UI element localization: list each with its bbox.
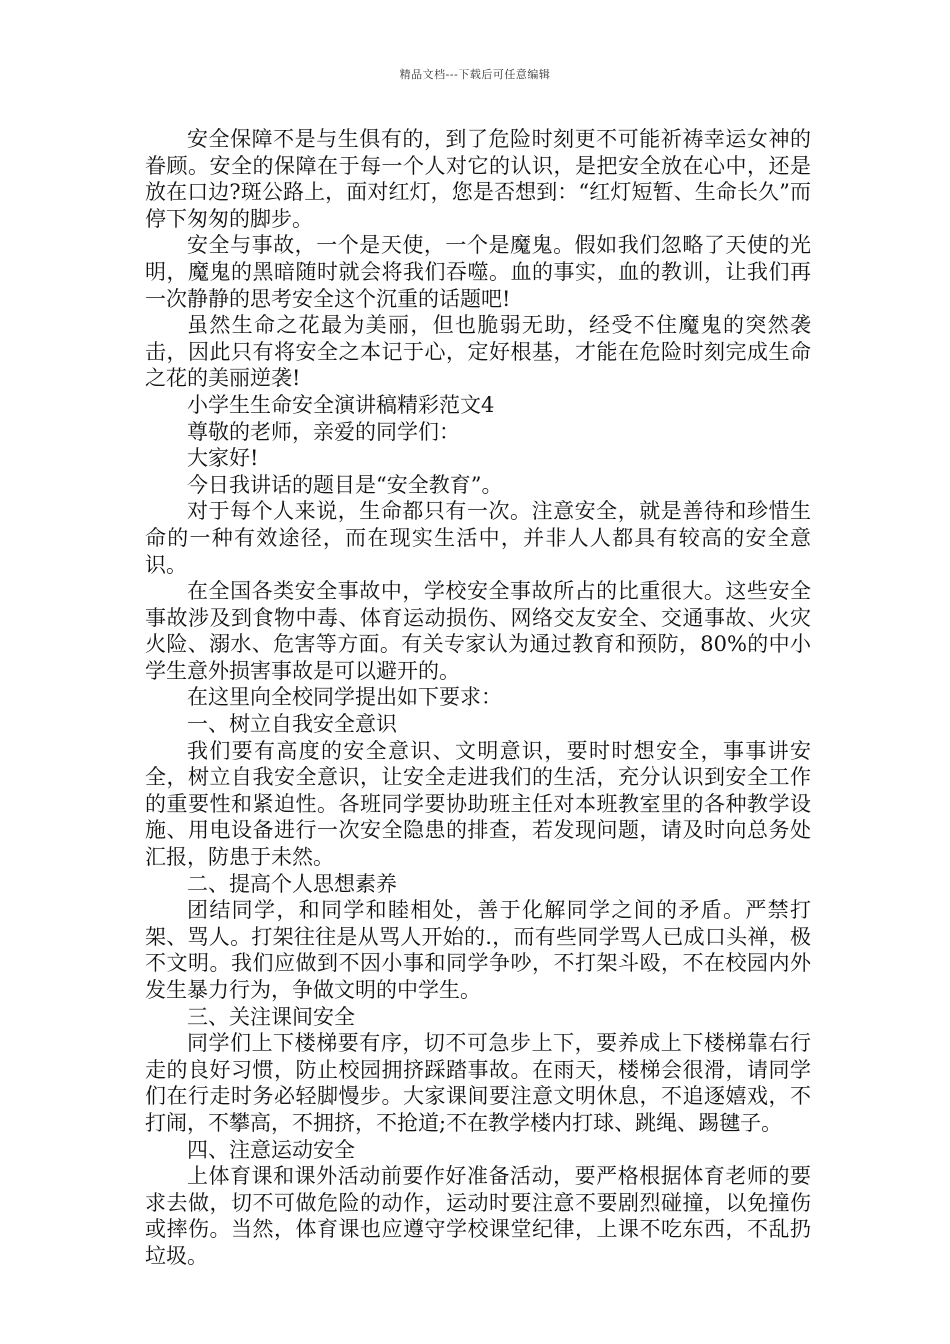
paragraph: 在全国各类安全事故中，学校安全事故所占的比重很大。这些安全事故涉及到食物中毒、体育运动损伤、网络交友安全、交通事故、火灾火险、溺水、危害等方面。有关专家认为通过教育和预防，80%的中小学生意外损害事故是可以避开的。 <box>145 579 811 683</box>
document-body <box>145 126 811 1270</box>
paragraph: 对于每个人来说，生命都只有一次。注意安全，就是善待和珍惜生命的一种有效途径，而在现实生活中，并非人人都具有较高的安全意识。 <box>145 499 811 577</box>
paragraph: 安全保障不是与生俱有的，到了危险时刻更不可能祈祷幸运女神的眷顾。安全的保障在于每一个人对它的认识，是把安全放在心中，还是放在口边?斑公路上，面对红灯，您是否想到：“红灯短暂、生命长久”而停下匆匆的脚步。 <box>145 127 811 231</box>
subheading: 一、树立自我安全意识 <box>187 712 397 737</box>
subheading: 四、注意运动安全 <box>187 1137 355 1162</box>
page-header: 精品文档---下载后可任意编辑 <box>399 68 551 81</box>
paragraph: 虽然生命之花最为美丽，但也脆弱无助，经受不住魔鬼的突然袭击，因此只有将安全之本记于心，定好根基，才能在危险时刻完成生命之花的美丽逆袭! <box>145 313 811 391</box>
subheading: 二、提高个人思想素养 <box>187 871 397 896</box>
paragraph: 上体育课和课外活动前要作好准备活动，要严格根据体育老师的要求去做，切不可做危险的动作，运动时要注意不要剧烈碰撞，以免撞伤或摔伤。当然，体育课也应遵守学校课堂纪律，上课不吃东西，不乱扔垃圾。 <box>145 1164 811 1268</box>
subheading: 三、关注课间安全 <box>187 1004 355 1029</box>
paragraph: 同学们上下楼梯要有序，切不可急步上下，要养成上下楼梯靠右行走的良好习惯，防止校园拥挤踩踏事故。在雨天，楼梯会很滑，请同学们在行走时务必轻脚慢步。大家课间要注意文明休息，不追逐嬉戏，不打闹，不攀高，不拥挤，不抢道;不在教学楼内打球、跳绳、踢毽子。 <box>145 1031 811 1135</box>
greeting: 大家好! <box>187 446 259 471</box>
salutation: 尊敬的老师，亲爱的同学们： <box>187 419 460 444</box>
paragraph: 我们要有高度的安全意识、文明意识，要时时想安全，事事讲安全，树立自我安全意识，让安全走进我们的生活，充分认识到安全工作的重要性和紧迫性。各班同学要协助班主任对本班教室里的各种教学设施、用电设备进行一次安全隐患的排查，若发现问题，请及时向总务处汇报，防患于未然。 <box>145 738 811 870</box>
paragraph: 今日我讲话的题目是“安全教育”。 <box>187 472 503 497</box>
paragraph: 团结同学，和同学和睦相处，善于化解同学之间的矛盾。严禁打架、骂人。打架往往是从骂人开始的.，而有些同学骂人已成口头禅，极不文明。我们应做到不因小事和同学争吵，不打架斗殴，不在校园内外发生暴力行为，争做文明的中学生。 <box>145 898 811 1002</box>
paragraph: 安全与事故，一个是天使，一个是魔鬼。假如我们忽略了天使的光明，魔鬼的黑暗随时就会将我们吞噬。血的事实，血的教训，让我们再一次静静的思考安全这个沉重的话题吧! <box>145 233 811 311</box>
paragraph: 在这里向全校同学提出如下要求： <box>187 685 502 710</box>
section-title: 小学生生命安全演讲稿精彩范文4 <box>187 392 495 417</box>
